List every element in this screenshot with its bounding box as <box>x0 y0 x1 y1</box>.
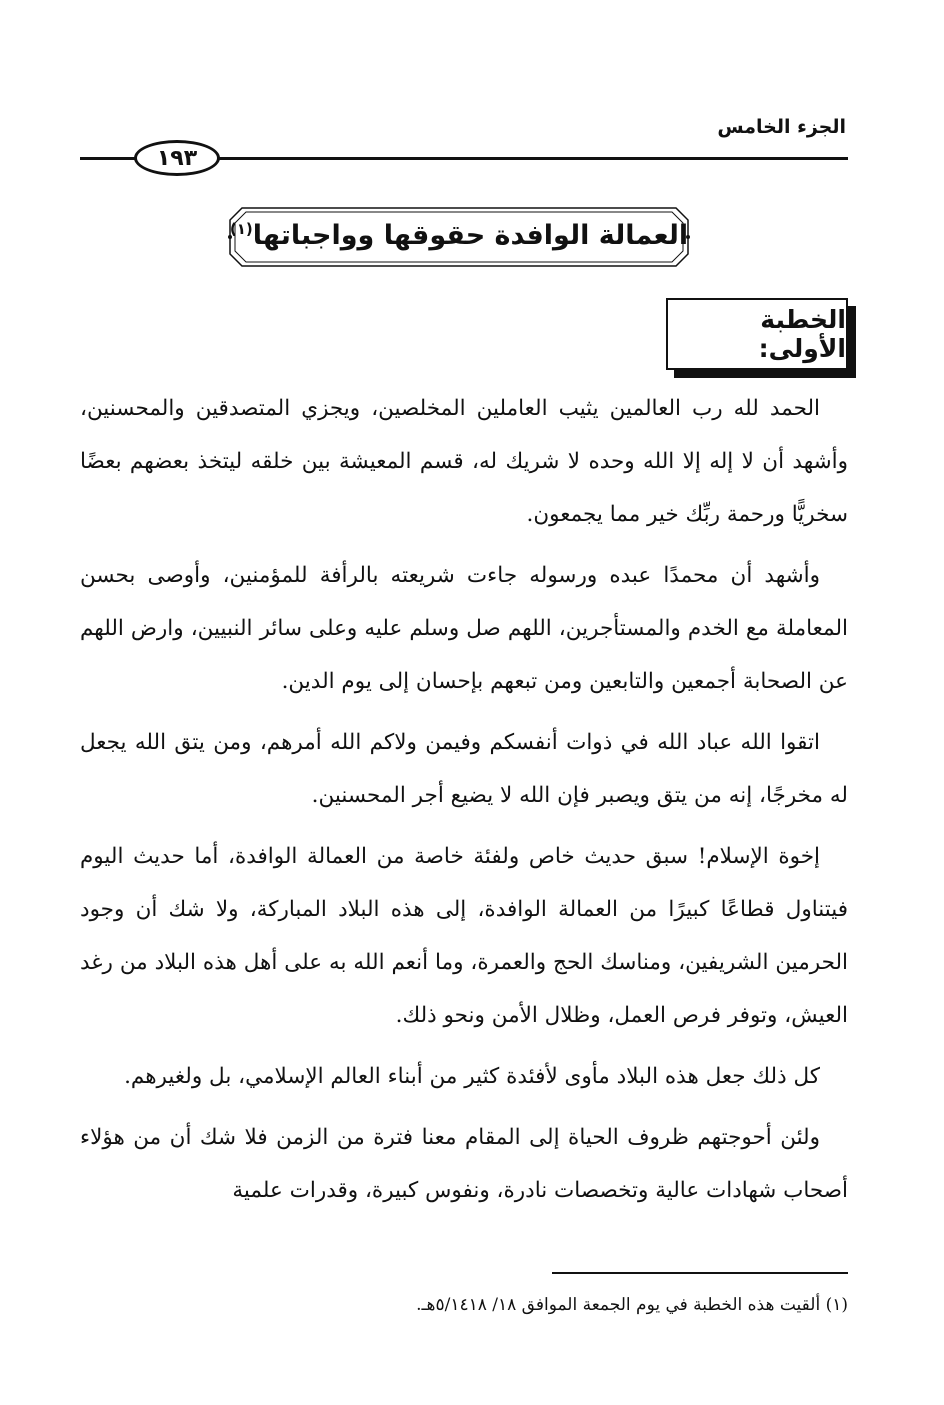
paragraph: اتقوا الله عباد الله في ذوات أنفسكم وفيمن ولاكم الله أمرهم، ومن يتق الله يجعل له مخرجًا، إنه من يتق ويصبر فإن الله لا يضيع أجر المحسنين. <box>80 730 848 808</box>
page-number: ١٩٣ <box>134 140 220 176</box>
paragraph: الحمد لله رب العالمين يثيب العاملين المخلصين، ويجزي المتصدقين والمحسنين، وأشهد أن لا إله إلا الله وحده لا شريك له، قسم المعيشة بين خلقه ليتخذ بعضهم بعضًا سخريًّا ورحمة ربِّك خير مما يجمعون. <box>80 396 848 527</box>
title-frame <box>228 206 690 268</box>
paragraph: وأشهد أن محمدًا عبده ورسوله جاءت شريعته بالرأفة للمؤمنين، وأوصى بحسن المعاملة مع الخدم والمستأجرين، اللهم صل وسلم عليه وعلى سائر النبيين، وارض اللهم عن الصحابة أجمعين والتابعين ومن تبعهم بإحسان إلى يوم الدين. <box>80 563 848 694</box>
title-footnote-marker: (١) <box>229 220 253 238</box>
chapter-title-text: العمالة الوافدة حقوقها وواجباتها <box>252 220 689 251</box>
running-head: الجزء الخامس <box>717 116 846 138</box>
body-text <box>80 382 848 1225</box>
paragraph: إخوة الإسلام! سبق حديث خاص ولفئة خاصة من العمالة الوافدة، أما حديث اليوم فيتناول قطاعًا كبيرًا من العمالة الوافدة، إلى هذه البلاد المباركة، ولا شك أن وجود الحرمين الشريفين، ومناسك الحج والعمرة، وما أنعم الله به على أهل هذه البلاد من رغد العيش، وتوفر فرص العمل، وظلال الأمن ونحو ذلك. <box>80 844 848 1028</box>
section-heading: الخطبة الأولى: <box>666 298 848 370</box>
paragraph: ولئن أحوجتهم ظروف الحياة إلى المقام معنا فترة من الزمن فلا شك أن من هؤلاء أصحاب شهادات عالية وتخصصات نادرة، ونفوس كبيرة، وقدرات علمية <box>80 1125 848 1203</box>
chapter-title <box>228 220 690 251</box>
footnote: (١) ألقيت هذه الخطبة في يوم الجمعة الموافق ١٨/ ٥/١٤١٨هـ. <box>416 1295 848 1315</box>
paragraph: كل ذلك جعل هذه البلاد مأوى لأفئدة كثير من أبناء العالم الإسلامي، بل ولغيرهم. <box>124 1064 820 1089</box>
section-heading-box <box>666 298 848 370</box>
footnote-rule <box>552 1272 848 1274</box>
